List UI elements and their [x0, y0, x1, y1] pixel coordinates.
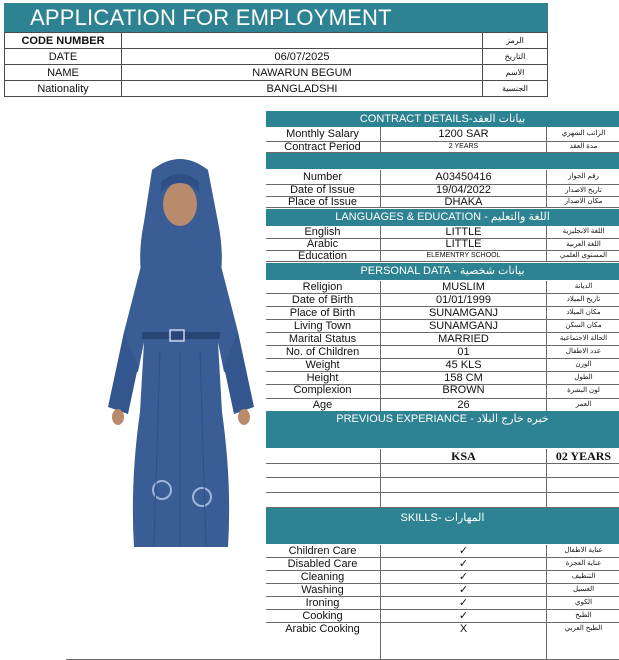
monthly-salary-label: Monthly Salary	[286, 128, 359, 140]
languages-section-header: LANGUAGES & EDUCATION - اللغة والتعليم	[266, 209, 619, 226]
english-value: LITTLE	[380, 226, 546, 238]
children-arabic: عدد الاطفال	[546, 346, 619, 358]
arabic-arabic: اللغة العربية	[546, 239, 619, 250]
table-row	[266, 281, 619, 294]
table-row	[266, 449, 619, 464]
disabled-care-arabic: عناية العجزة	[546, 558, 619, 570]
empty-cell	[266, 493, 379, 507]
religion-value: MUSLIM	[380, 281, 546, 293]
empty-cell	[380, 478, 546, 492]
table-row	[266, 558, 619, 571]
experience-section-header: PREVIOUS EXPERIANCE - خبره خارج البلاد	[266, 411, 619, 448]
washing-label: Washing	[301, 584, 344, 596]
passport-number-value: A03450416	[380, 170, 546, 184]
contract-period-value: 2 YEARS	[380, 142, 546, 152]
passport-section-header	[266, 153, 619, 169]
contract-period-label: Contract Period	[284, 141, 361, 153]
place-of-issue-label: Place of Issue	[287, 196, 358, 208]
name-label: NAME	[5, 65, 122, 81]
table-row	[5, 81, 548, 97]
table-row	[266, 385, 619, 399]
passport-number-arabic: رقم الجواز	[546, 170, 619, 184]
empty-cell	[380, 493, 546, 507]
nationality-arabic: الجنسية	[483, 81, 548, 97]
table-row	[266, 610, 619, 623]
header-table	[4, 32, 548, 97]
marital-status-value: MARRIED	[380, 333, 546, 345]
empty-cell	[546, 464, 619, 477]
living-town-value: SUNAMGANJ	[380, 320, 546, 332]
children-care-arabic: عناية الاطفال	[546, 545, 619, 557]
table-row	[266, 359, 619, 372]
table-row	[266, 333, 619, 346]
weight-value: 45 KLS	[380, 359, 546, 371]
place-of-birth-arabic: مكان الميلاد	[546, 307, 619, 319]
weight-arabic: الوزن	[546, 359, 619, 371]
cooking-arabic: الطبخ	[546, 610, 619, 622]
experience-blank	[266, 449, 379, 463]
name-arabic: الاسم	[483, 65, 548, 81]
ironing-label: Ironing	[305, 597, 340, 609]
date-of-birth-value: 01/01/1999	[380, 294, 546, 306]
arabic-value: LITTLE	[380, 239, 546, 250]
place-of-birth-label: Place of Birth	[289, 307, 356, 319]
table-row	[266, 584, 619, 597]
date-value: 06/07/2025	[122, 49, 483, 65]
complexion-value: BROWN	[380, 385, 546, 398]
skills-section-header: SKILLS- المهارات	[266, 508, 619, 544]
date-arabic: التاريخ	[483, 49, 548, 65]
code-number-label: CODE NUMBER	[5, 33, 122, 49]
table-row	[266, 251, 619, 262]
date-label: DATE	[5, 49, 122, 65]
english-label: English	[304, 226, 341, 238]
arabic-cooking-arabic: الطبخ العربي	[546, 623, 619, 659]
personal-section-header: PERSONAL DATA - بيانات شخصية	[266, 263, 619, 280]
experience-country: KSA	[380, 449, 546, 463]
contract-period-arabic: مدة العقد	[546, 142, 619, 152]
table-row	[266, 545, 619, 558]
cleaning-arabic: التنظيف	[546, 571, 619, 583]
place-of-issue-arabic: مكان الاصدار	[546, 197, 619, 207]
code-number-arabic: الرمز	[483, 33, 548, 49]
ironing-arabic: الكوي	[546, 597, 619, 609]
table-row	[266, 464, 619, 478]
table-row	[266, 346, 619, 359]
nationality-value: BANGLADSHI	[122, 81, 483, 97]
washing-value: ✓	[380, 584, 546, 596]
place-of-birth-value: SUNAMGANJ	[380, 307, 546, 319]
religion-arabic: الديانة	[546, 281, 619, 293]
table-row	[266, 571, 619, 584]
age-value: 26	[380, 399, 546, 411]
empty-cell	[380, 464, 546, 477]
table-row	[5, 65, 548, 81]
marital-status-arabic: الحالة الاجتماعية	[546, 333, 619, 345]
children-label: No. of Children	[285, 346, 360, 358]
table-row	[266, 623, 619, 660]
monthly-salary-value: 1200 SAR	[380, 127, 546, 141]
complexion-arabic: لون البشرة	[546, 385, 619, 398]
applicant-photo	[100, 152, 262, 550]
table-row	[266, 399, 619, 411]
name-value: NAWARUN BEGUM	[122, 65, 483, 81]
disabled-care-value: ✓	[380, 558, 546, 570]
date-of-birth-label: Date of Birth	[291, 294, 354, 306]
table-row	[266, 142, 619, 153]
table-row	[266, 170, 619, 185]
experience-duration: 02 YEARS	[546, 449, 619, 463]
cleaning-label: Cleaning	[300, 571, 345, 583]
age-label: Age	[312, 399, 333, 411]
children-care-value: ✓	[380, 545, 546, 557]
education-value: ELEMENTRY SCHOOL	[380, 251, 546, 261]
weight-label: Weight	[305, 359, 340, 371]
table-row	[266, 294, 619, 307]
place-of-issue-value: DHAKA	[380, 197, 546, 207]
date-of-issue-label: Date of Issue	[290, 184, 355, 196]
table-row	[5, 33, 548, 49]
age-arabic: العمر	[546, 399, 619, 411]
living-town-label: Living Town	[293, 320, 352, 332]
marital-status-label: Marital Status	[288, 333, 357, 345]
empty-cell	[546, 478, 619, 492]
monthly-salary-arabic: الراتب الشهري	[546, 127, 619, 141]
table-row	[266, 493, 619, 508]
cleaning-value: ✓	[380, 571, 546, 583]
nationality-label: Nationality	[5, 81, 122, 97]
date-of-issue-value: 19/04/2022	[380, 185, 546, 196]
english-arabic: اللغة الانجليزية	[546, 226, 619, 238]
table-row	[266, 597, 619, 610]
contract-section-header: CONTRACT DETAILS-بيانات العقد	[266, 111, 619, 127]
table-row	[266, 320, 619, 333]
date-of-issue-arabic: تاريخ الاصدار	[546, 185, 619, 196]
ironing-value: ✓	[380, 597, 546, 609]
height-label: Height	[306, 372, 339, 384]
date-of-birth-arabic: تاريخ الميلاد	[546, 294, 619, 306]
code-number-value	[122, 33, 483, 49]
education-label: Education	[298, 250, 347, 262]
washing-arabic: الغسيل	[546, 584, 619, 596]
cooking-label: Cooking	[302, 610, 343, 622]
table-row	[5, 49, 548, 65]
empty-cell	[266, 478, 379, 492]
arabic-cooking-label: Arabic Cooking	[285, 623, 360, 635]
form-title: APPLICATION FOR EMPLOYMENT	[4, 3, 548, 32]
height-arabic: الطول	[546, 372, 619, 384]
disabled-care-label: Disabled Care	[287, 558, 358, 570]
education-arabic: المستوى العلمي	[546, 251, 619, 261]
children-value: 01	[380, 346, 546, 358]
arabic-label: Arabic	[306, 238, 339, 250]
table-row	[266, 127, 619, 142]
living-town-arabic: مكان السكن	[546, 320, 619, 332]
table-row	[266, 478, 619, 493]
table-row	[266, 307, 619, 320]
empty-cell	[266, 464, 379, 477]
table-row	[266, 197, 619, 208]
cooking-value: ✓	[380, 610, 546, 622]
arabic-cooking-value: X	[380, 623, 546, 659]
height-value: 158 CM	[380, 372, 546, 384]
empty-cell	[546, 493, 619, 507]
passport-number-label: Number	[302, 171, 343, 183]
children-care-label: Children Care	[288, 545, 357, 557]
religion-label: Religion	[302, 281, 343, 293]
complexion-label: Complexion	[293, 384, 352, 396]
